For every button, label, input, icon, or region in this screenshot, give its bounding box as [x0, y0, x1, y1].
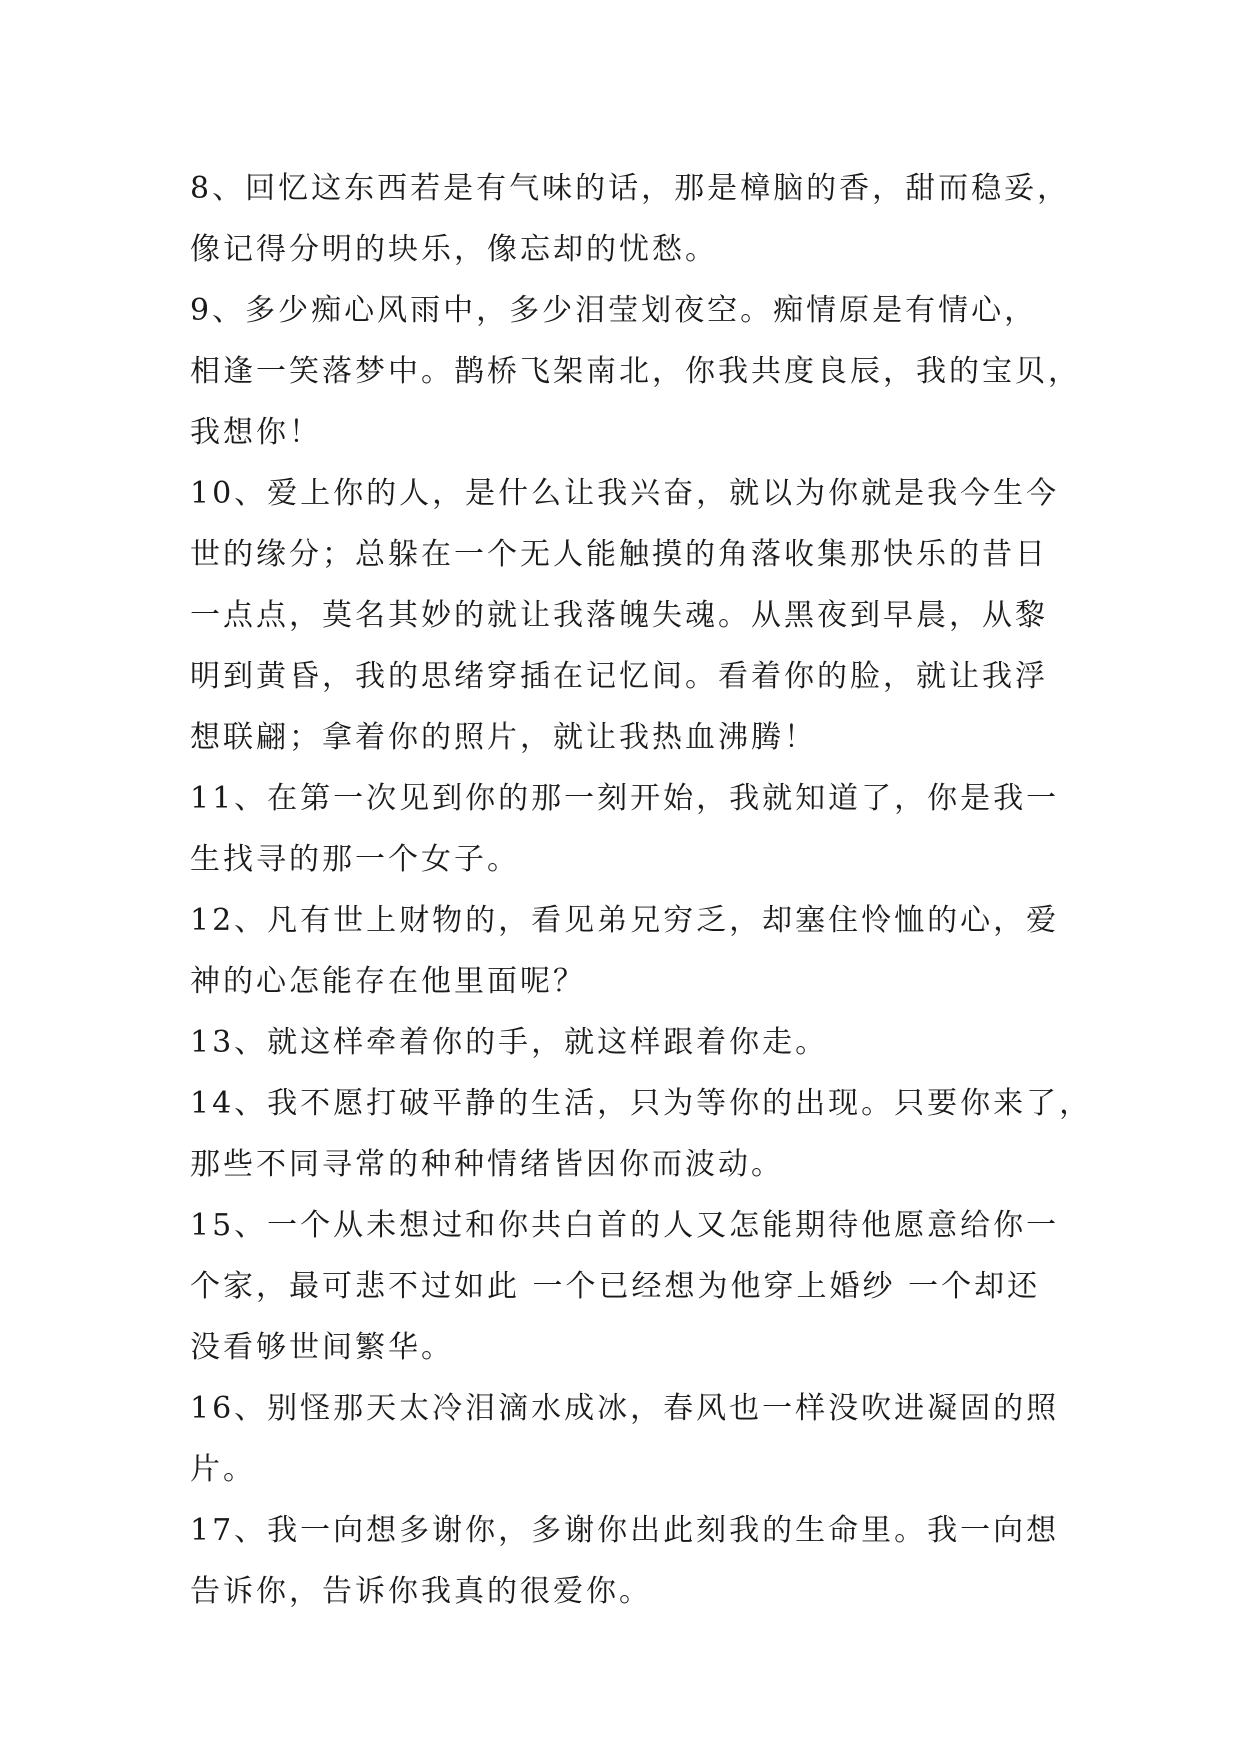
text-line: 16、别怪那天太冷泪滴水成冰，春风也一样没吹进凝固的照: [190, 1391, 1060, 1426]
text-line: 告诉你，告诉你我真的很爱你。: [190, 1574, 652, 1609]
text-line: 12、凡有世上财物的，看见弟兄穷乏，却塞住怜恤的心，爱: [190, 903, 1060, 938]
text-line: 11、在第一次见到你的那一刻开始，我就知道了，你是我一: [190, 781, 1060, 816]
text-line: 神的心怎能存在他里面呢？: [190, 964, 586, 999]
text-line: 9、多少痴心风雨中，多少泪莹划夜空。痴情原是有情心，: [190, 293, 1038, 328]
text-line: 一点点，莫名其妙的就让我落魄失魂。从黑夜到早晨，从黎: [190, 598, 1048, 633]
text-line: 明到黄昏，我的思绪穿插在记忆间。看着你的脸，就让我浮: [190, 659, 1048, 694]
text-line: 像记得分明的块乐，像忘却的忧愁。: [190, 232, 718, 267]
text-line: 15、一个从未想过和你共白首的人又怎能期待他愿意给你一: [190, 1208, 1060, 1243]
text-line: 没看够世间繁华。: [190, 1330, 454, 1365]
text-line: 17、我一向想多谢你，多谢你出此刻我的生命里。我一向想: [190, 1513, 1060, 1548]
text-line: 片。: [190, 1452, 256, 1487]
text-line: 14、我不愿打破平静的生活，只为等你的出现。只要你来了，: [190, 1086, 1093, 1121]
text-line: 我想你！: [190, 415, 322, 450]
text-line: 生找寻的那一个女子。: [190, 842, 520, 877]
text-line: 8、回忆这东西若是有气味的话，那是樟脑的香，甜而稳妥，: [190, 171, 1071, 206]
text-line: 13、就这样牵着你的手，就这样跟着你走。: [190, 1025, 829, 1060]
text-line: 想联翩；拿着你的照片，就让我热血沸腾！: [190, 720, 817, 755]
text-line: 世的缘分；总躲在一个无人能触摸的角落收集那快乐的昔日: [190, 537, 1048, 572]
text-line: 个家，最可悲不过如此 一个已经想为他穿上婚纱 一个却还: [190, 1269, 1041, 1304]
document-body: [190, 158, 1093, 1622]
text-line: 那些不同寻常的种种情绪皆因你而波动。: [190, 1147, 784, 1182]
text-line: 10、爱上你的人，是什么让我兴奋，就以为你就是我今生今: [190, 476, 1060, 511]
text-line: 相逢一笑落梦中。鹊桥飞架南北，你我共度良辰，我的宝贝，: [190, 354, 1081, 389]
